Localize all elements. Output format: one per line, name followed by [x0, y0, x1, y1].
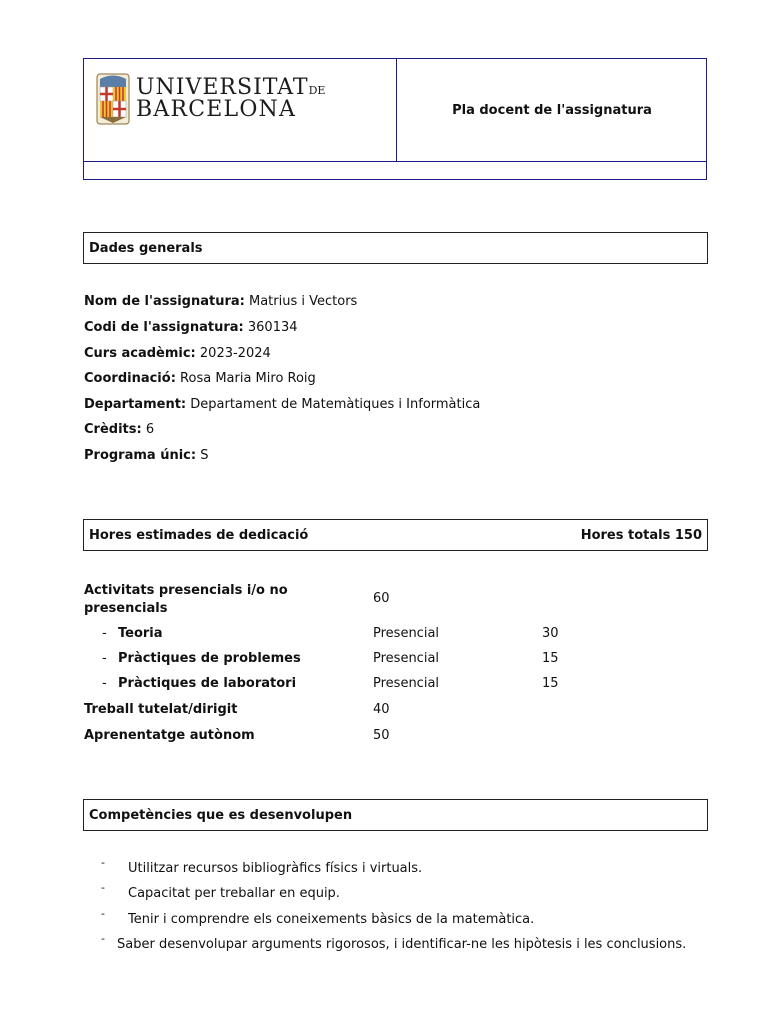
competency-item: Saber desenvolupar arguments rigorosos, i identificar-ne les hipòtesis i les conclusions. — [117, 937, 687, 952]
section-competencies — [83, 799, 708, 831]
field-subject-code: Codi de l'assignatura: 360134 — [84, 320, 298, 335]
total-hours: Hores totals 150 — [580, 527, 702, 543]
section-title: Hores estimades de dedicació — [89, 527, 309, 543]
hours-row-autonomous-label: Aprenentatge autònom — [84, 728, 255, 743]
list-dash: - — [102, 626, 107, 641]
field-department: Departament: Departament de Matemàtiques i Informàtica — [84, 397, 481, 412]
coat-of-arms-icon — [96, 73, 130, 125]
hours-row-theory-value: 30 — [542, 626, 559, 641]
list-dash: - — [101, 881, 105, 894]
section-title: Dades generals — [89, 240, 203, 256]
competency-item: Tenir i comprendre els coneixements bàsics de la matemàtica. — [128, 912, 535, 927]
hours-row-theory-label: Teoria — [118, 626, 163, 641]
field-coordination: Coordinació: Rosa Maria Miro Roig — [84, 371, 316, 386]
logo-text-university: UNIVERSITATDE — [136, 75, 326, 100]
field-single-program: Programa únic: S — [84, 448, 209, 463]
competency-item: Capacitat per treballar en equip. — [128, 886, 340, 901]
list-dash: - — [101, 907, 105, 920]
document-header — [83, 58, 707, 180]
hours-row-lab-type: Presencial — [373, 676, 440, 691]
hours-row-problems-type: Presencial — [373, 651, 440, 666]
list-dash: - — [102, 676, 107, 691]
hours-row-lab-value: 15 — [542, 676, 559, 691]
section-general-data — [83, 232, 708, 264]
document-title: Pla docent de l'assignatura — [452, 102, 652, 118]
field-academic-year: Curs acadèmic: 2023-2024 — [84, 346, 271, 361]
logo-text-barcelona: BARCELONA — [136, 97, 297, 122]
hours-row-activities-value: 60 — [373, 591, 390, 606]
section-title: Competències que es desenvolupen — [89, 807, 353, 823]
hours-row-problems-value: 15 — [542, 651, 559, 666]
hours-row-tutored-value: 40 — [373, 702, 390, 717]
header-horizontal-divider — [84, 161, 706, 162]
hours-row-problems-label: Pràctiques de problemes — [118, 651, 301, 666]
hours-row-lab-label: Pràctiques de laboratori — [118, 676, 297, 691]
section-hours — [83, 519, 708, 551]
hours-row-autonomous-value: 50 — [373, 728, 390, 743]
hours-row-activities-label: Activitats presencials i/o no presencials — [84, 583, 288, 616]
field-subject-name: Nom de l'assignatura: Matrius i Vectors — [84, 294, 358, 309]
field-credits: Crèdits: 6 — [84, 422, 155, 437]
list-dash: - — [101, 856, 105, 869]
hours-row-tutored-label: Treball tutelat/dirigit — [84, 702, 238, 717]
hours-row-theory-type: Presencial — [373, 626, 440, 641]
list-dash: - — [102, 651, 107, 666]
university-logo — [94, 71, 326, 127]
list-dash: - — [101, 932, 105, 945]
competency-item: Utilitzar recursos bibliogràfics físics i virtuals. — [128, 861, 423, 876]
